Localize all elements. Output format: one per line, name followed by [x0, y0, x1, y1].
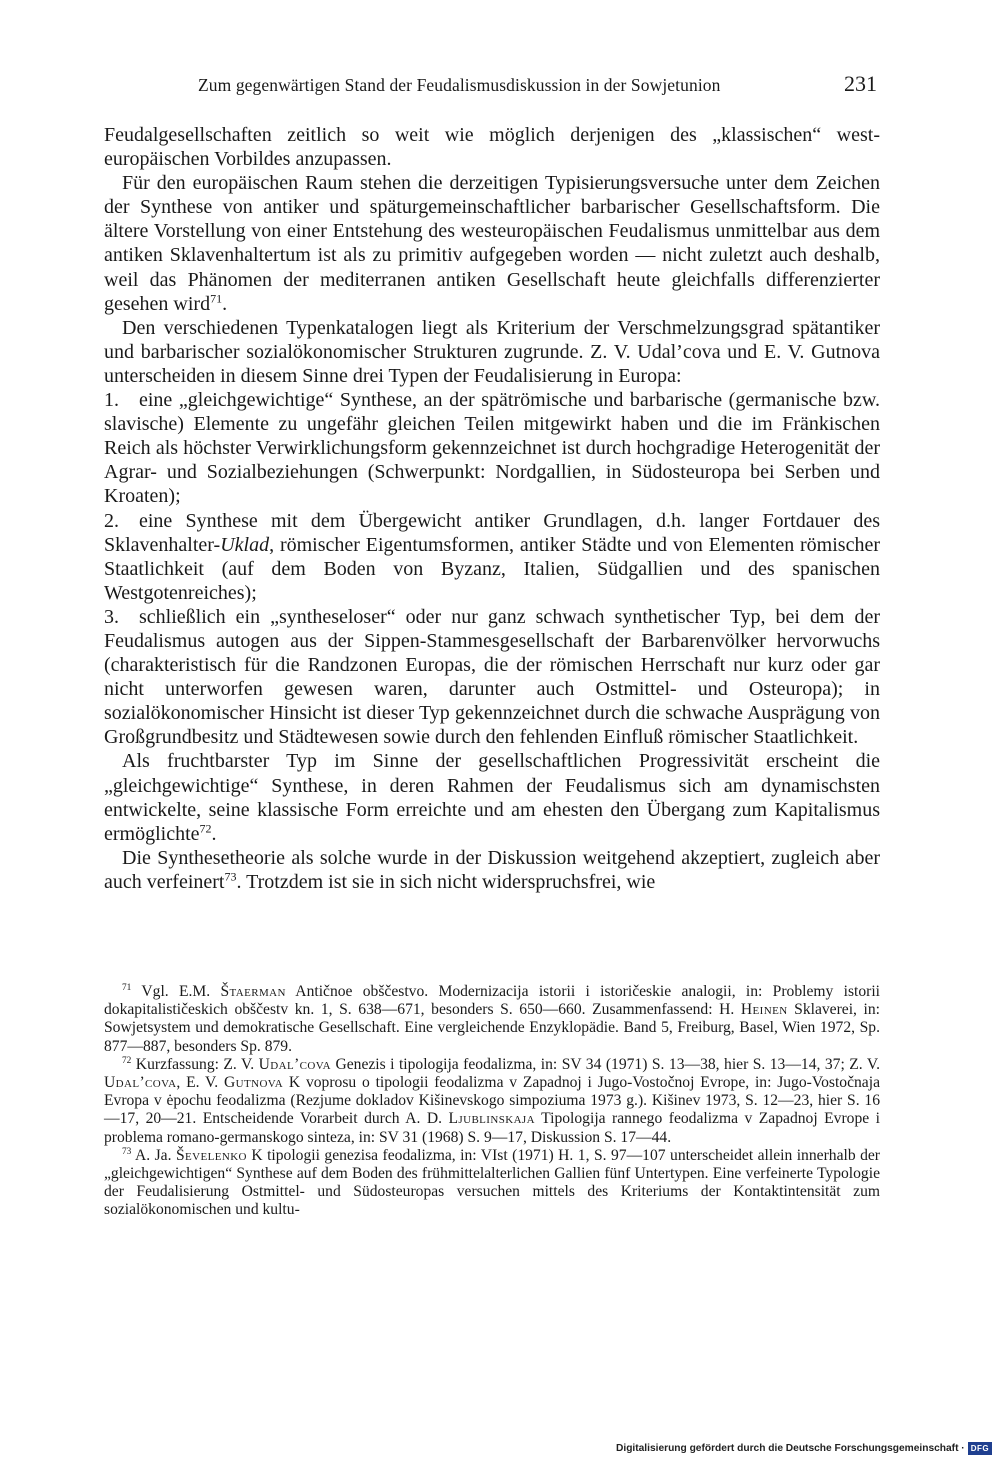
author-name: Udal’cova — [104, 1074, 177, 1092]
list-item-1 — [104, 388, 880, 508]
footnote-73-text: A. Ja. — [131, 1146, 176, 1164]
paragraph-4-text: Als fruchtbarster Typ im Sinne der gesellschaftlichen Progressivität erscheint die „gleichgewichtige“ Synthese, in deren Rahmen der Feudalismus sich am dynamischsten entwickelte, seine klassische Form erreichte und am ehesten den Übergang zum Kapitalismus ermöglichte — [104, 750, 880, 845]
list-item-3 — [104, 605, 880, 750]
paragraph-5-text-a: Die Synthesetheorie als solche wurde in der Diskussion weitgehend akzeptiert, zugleich aber auch verfeinert — [104, 846, 880, 893]
paragraph-1-text: Feudalgesellschaften zeitlich so weit wie möglich derjenigen des „klassischen“ westeuropäischen Vorbildes anzupassen. — [104, 124, 880, 171]
footnote-ref-71[interactable]: 71 — [210, 291, 223, 305]
page-number: 231 — [844, 71, 877, 96]
footnote-73-number: 73 — [122, 1146, 132, 1157]
author-name: Ševelenko — [175, 1146, 247, 1164]
paragraph-2-end: . — [222, 292, 228, 315]
list-item-2-text-a: 2. eine Synthese mit dem Übergewicht antiker Grundlagen, d.h. langer Fortdauer des Sklavenhalter- — [104, 509, 880, 556]
running-head — [150, 71, 880, 101]
footnote-73-text: K tipologii genezisa feodalizma, in: VIst (1971) H. 1, S. 97—107 unterscheidet allein innerhalb der „gleichgewichtigen“ Synthese auf dem Boden des frühmittelalterlichen Gallien fünf Untertypen. Eine verfeinerte Typologie der Feudalisierung Ostmittel- und Südosteuropas versuchen mittels des Kriteriums der Kontaktintensität zum sozialökonomischen und kultu- — [104, 1146, 880, 1219]
author-name: Udal’cova — [258, 1055, 332, 1073]
paragraph-3 — [104, 316, 880, 388]
body-text — [104, 123, 880, 894]
footnote-72 — [104, 1056, 880, 1147]
paragraph-4-end: . — [211, 822, 217, 845]
footnote-73 — [104, 1147, 880, 1220]
paragraph-2-text: Für den europäischen Raum stehen die derzeitigen Typisierungsversuche unter dem Zeichen der Synthese von antiker und späturgemeinschaftlicher barbarischer Gesellschaftsform. Die ältere Vorstellung von einer Entstehung des westeuropäischen Feudalismus unmittelbar aus dem antiken Sklavenhaltertum ist als zu primitiv aufgegeben worden — nicht zuletzt auch deshalb, weil das Phänomen der mediterranen antiken Gesellschaft heute gleichfalls differenzierter gesehen wird — [104, 172, 880, 315]
list-item-2-text-b: , römischer Eigentumsformen, antiker Städte und von Elementen römischer Staatlichkeit (auf dem Boden von Byzanz, Italien, Südgallien und des spanischen Westgotenreiches); — [104, 533, 880, 604]
footnote-ref-73[interactable]: 73 — [224, 869, 237, 884]
paragraph-5-text-b: . Trotzdem ist sie in sich nicht widerspruchsfrei, wie — [236, 870, 656, 893]
paragraph-2 — [104, 171, 880, 316]
list-item-2 — [104, 509, 880, 605]
footnote-72-number: 72 — [122, 1055, 132, 1066]
footnote-ref-72[interactable]: 72 — [199, 821, 212, 836]
footnote-72-text: Genezis i tipologija feodalizma, in: SV 34 (1971) S. 13—38, hier S. 13—14, 37; Z. V. — [331, 1055, 881, 1073]
footnote-71 — [104, 983, 880, 1056]
footnote-71-text: Antičnoe obščestvo. Modernizacija istorii i istoričeskie analogii, in: Problemy istorii dokapitalističeskich obščestv kn. 1, S. 638—671, besonders S. 650—660. Zusammenfassend: H. — [104, 983, 880, 1019]
footnote-72-text: Kurzfassung: Z. V. — [131, 1055, 259, 1073]
list-item-1-text: 1. eine „gleichgewichtige“ Synthese, an der spätrömische und barbarische (germanische bzw. slavische) Elemente zu ungefähr gleichen Teilen mitgewirkt haben und die im Fränkischen Reich als höchster Verwirklichungsform gekennzeichnet ist durch hochgradige Heterogenität der Agrar- und Sozialbeziehungen (Schwerpunkt: Nordgallien, in Südosteuropa bei Serben und Kroaten); — [104, 389, 880, 508]
author-name: Gutnova — [224, 1074, 284, 1092]
footnote-72-text: , E. V. — [176, 1074, 224, 1092]
credit-text: Digitalisierung gefördert durch die Deutsche Forschungsgemeinschaft · — [616, 1442, 965, 1454]
paragraph-3-text: Den verschiedenen Typenkatalogen liegt als Kriterium der Verschmelzungsgrad spätantiker und barbarischer sozialökonomischer Strukturen zugrunde. Z. V. Udal’cova und E. V. Gutnova unterscheiden in diesem Sinne drei Typen der Feudalisierung in Europa: — [104, 316, 880, 387]
running-title: Zum gegenwärtigen Stand der Feudalismusdiskussion in der Sowjetunion — [198, 75, 721, 95]
list-item-2-term: Uklad — [220, 533, 270, 556]
footnote-72-text: Tipologija rannego feodalizma v Zapadnoj Evrope i problema romano-germanskogo sinteza, in: SV 31 (1968) S. 9—17, Diskussion S. 17—44. — [104, 1110, 880, 1146]
dfg-logo-icon: DFG — [968, 1442, 992, 1455]
paragraph-1 — [104, 123, 880, 171]
footnotes — [104, 983, 880, 1220]
list-item-3-text: 3. schließlich ein „syntheseloser“ oder nur ganz schwach synthetischer Typ, bei dem der Feudalismus autogen aus der Sippen-Stammesgesellschaft der Barbarenvölker hervorwuchs (charakteristisch für die Randzonen Europas, die der römischen Herrschaft nur kurz oder gar nicht unterworfen gewesen waren, darunter auch Ostmittel- und Osteuropa); in sozialökonomischer Hinsicht ist dieser Typ gekennzeichnet durch die schwache Ausprägung von Großgrundbesitz und Städtewesen sowie durch den fehlenden Einfluß römischer Staatlichkeit. — [104, 605, 880, 749]
footnote-71-number: 71 — [122, 982, 132, 993]
digitization-credit — [616, 1441, 992, 1455]
footnote-71-text: Sklaverei, in: Sowjetsystem und demokratische Gesellschaft. Eine vergleichende Enzyklopädie. Band 5, Freiburg, Basel, Wien 1972, Sp. 877—887, besonders Sp. 879. — [104, 1001, 880, 1055]
author-name: Ljublinskaja — [448, 1110, 535, 1128]
author-name: Štaerman — [220, 983, 286, 1000]
author-name: Heinen — [740, 1001, 788, 1019]
paragraph-5 — [104, 846, 880, 894]
footnote-71-text: Vgl. E.M. — [131, 983, 221, 1000]
footnote-72-text: K voprosu o tipologii feodalizma v Zapadnoj i Jugo-Vostočnoj Evrope, in: Jugo-Vostočnaja Evropa v ėpochu feodalizma (Rezjume dokladov Kišinevskogo simpoziuma 1973 g.). Kišinev 1973, S. 12—23, hier S. 16—17, 20—21. Entscheidende Vorarbeit durch A. D. — [104, 1074, 880, 1128]
paragraph-4 — [104, 749, 880, 845]
